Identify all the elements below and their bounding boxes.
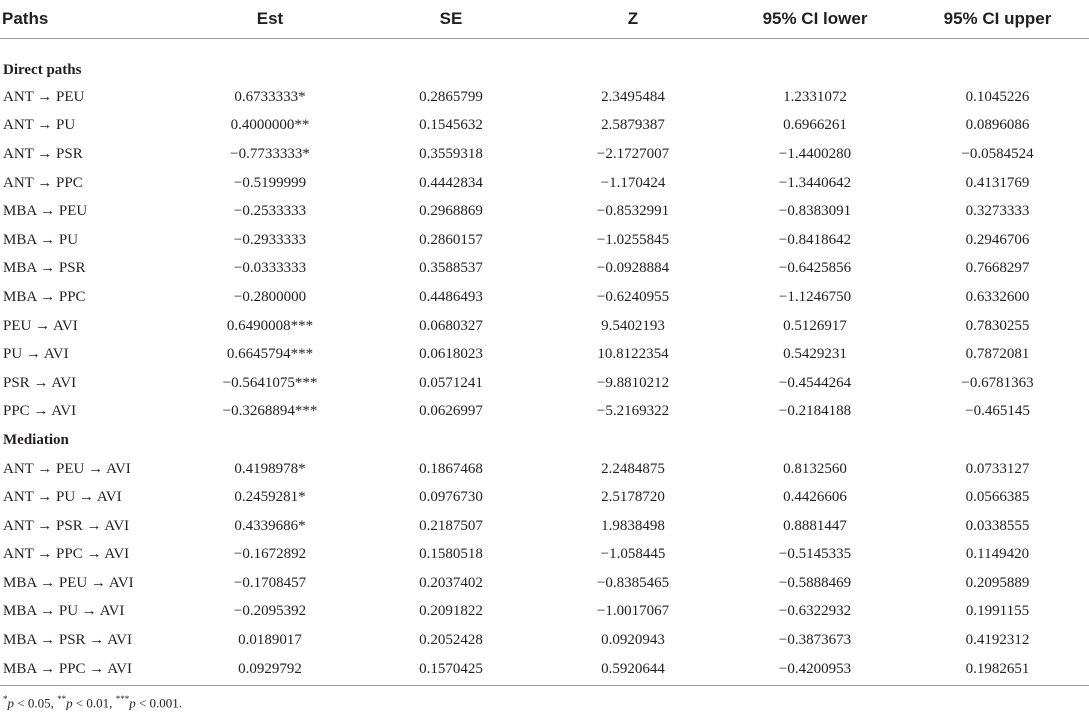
cell-se: 0.2052428: [419, 632, 483, 649]
table-header: [0, 0, 1089, 39]
table-row: [0, 655, 1089, 686]
cell-ci-upper: −0.0584524: [961, 145, 1034, 162]
cell-z: 1.9838498: [601, 517, 665, 534]
table-row: [0, 626, 1089, 655]
cell-path: PU → AVI: [3, 346, 69, 363]
cell-z: 2.5879387: [601, 117, 665, 134]
table-row: [0, 169, 1089, 198]
cell-se: 0.0626997: [419, 403, 483, 420]
cell-est: 0.4198978*: [234, 460, 306, 477]
cell-ci-upper: 0.0566385: [965, 489, 1030, 506]
cell-ci-upper: 0.0896086: [965, 117, 1030, 134]
cell-ci-upper: 0.1991155: [965, 603, 1030, 620]
header-paths: Paths: [0, 0, 180, 39]
cell-ci-upper: 0.2095889: [965, 574, 1030, 591]
cell-ci-upper: −0.6781363: [961, 374, 1034, 391]
cell-ci-upper: 0.7830255: [965, 317, 1030, 334]
cell-est: −0.0333333: [233, 260, 307, 277]
cell-path: MBA → PU → AVI: [3, 603, 125, 620]
cell-ci-lower: −1.4400280: [778, 145, 852, 162]
cell-se: 0.1545632: [419, 117, 483, 134]
section-title: Mediation: [3, 431, 69, 448]
cell-ci-upper: 0.1982651: [906, 655, 1089, 686]
cell-ci-lower: −0.6425856: [778, 260, 852, 277]
cell-ci-lower: −0.4544264: [778, 374, 852, 391]
cell-se: 0.2187507: [419, 517, 483, 534]
cell-ci-lower: 0.5126917: [783, 317, 847, 334]
cell-ci-upper: 0.7872081: [965, 346, 1030, 363]
footnote-p-3: p: [129, 695, 136, 711]
cell-ci-lower: −0.8418642: [778, 231, 852, 248]
cell-path: MBA → PEU → AVI: [3, 574, 134, 591]
cell-z: −0.8532991: [596, 203, 670, 220]
cell-est: 0.0189017: [238, 632, 302, 649]
cell-path: ANT → PEU: [3, 88, 85, 105]
cell-z: 2.3495484: [601, 88, 665, 105]
cell-path: ANT → PU → AVI: [3, 489, 122, 506]
cell-z: 10.8122354: [597, 346, 669, 363]
cell-est: −0.7733333*: [230, 145, 310, 162]
header-z: Z: [542, 0, 724, 39]
cell-path: MBA → PPC → AVI: [0, 655, 180, 686]
cell-z: −0.6240955: [596, 288, 670, 305]
cell-path: PSR → AVI: [3, 374, 77, 391]
cell-est: −0.2533333: [233, 203, 307, 220]
cell-path: ANT → PSR → AVI: [3, 517, 130, 534]
cell-path: PEU → AVI: [3, 317, 78, 334]
header-est: Est: [180, 0, 360, 39]
section-header-row: [0, 426, 1089, 455]
cell-se: 0.2968869: [419, 203, 483, 220]
cell-est: 0.4000000**: [230, 117, 310, 134]
cell-est: −0.3268894***: [222, 403, 318, 420]
table-row: [0, 340, 1089, 369]
cell-ci-lower: −1.1246750: [778, 288, 852, 305]
cell-ci-lower: −1.3440642: [778, 174, 852, 191]
section-title: Direct paths: [3, 62, 82, 78]
cell-z: −1.058445: [600, 546, 666, 563]
cell-se: 0.0618023: [419, 346, 483, 363]
table-row: [0, 512, 1089, 541]
cell-se: 0.4442834: [419, 174, 483, 191]
header-ci-lower: 95% CI lower: [724, 0, 906, 39]
cell-ci-upper: 0.0338555: [965, 517, 1030, 534]
cell-ci-upper: −0.465145: [965, 403, 1030, 420]
cell-z: 0.0920943: [601, 632, 665, 649]
table-row: [0, 226, 1089, 255]
cell-path: ANT → PEU → AVI: [3, 460, 131, 477]
cell-ci-lower: −0.5888469: [778, 574, 852, 591]
table-row: [0, 283, 1089, 312]
cell-est: −0.5641075***: [222, 374, 318, 391]
cell-ci-lower: −0.8383091: [778, 203, 852, 220]
cell-se: 0.2860157: [419, 231, 483, 248]
cell-path: ANT → PU: [3, 117, 76, 134]
cell-z: −0.0928884: [596, 260, 670, 277]
cell-z: −1.0255845: [596, 231, 670, 248]
cell-se: 0.2865799: [419, 88, 483, 105]
footnote-symbol-3: ***: [115, 694, 130, 704]
cell-path: MBA → PSR → AVI: [3, 632, 132, 649]
cell-se: 0.0571241: [419, 374, 483, 391]
cell-est: 0.6490008***: [226, 317, 314, 334]
cell-est: −0.5199999: [233, 174, 307, 191]
cell-se: 0.1570425: [360, 655, 542, 686]
cell-path: MBA → PPC: [3, 288, 86, 305]
cell-ci-lower: 0.8881447: [783, 517, 847, 534]
cell-est: 0.2459281*: [234, 489, 306, 506]
cell-path: PPC → AVI: [3, 403, 77, 420]
cell-ci-upper: 0.4131769: [965, 174, 1030, 191]
cell-se: 0.1867468: [419, 460, 483, 477]
cell-se: 0.0976730: [419, 489, 483, 506]
section-header-row: [0, 39, 1089, 84]
cell-ci-lower: 0.6966261: [783, 117, 847, 134]
table-row: [0, 455, 1089, 484]
cell-ci-lower: 0.4426606: [783, 489, 847, 506]
cell-est: −0.1672892: [233, 546, 307, 563]
cell-path: ANT → PPC → AVI: [3, 546, 130, 563]
cell-z: −2.1727007: [596, 145, 670, 162]
cell-z: −9.8810212: [596, 374, 670, 391]
cell-path: MBA → PU: [3, 231, 79, 248]
cell-ci-upper: 0.3273333: [965, 203, 1030, 220]
cell-ci-lower: −0.3873673: [778, 632, 852, 649]
cell-ci-lower: −0.5145335: [778, 546, 852, 563]
cell-se: 0.4486493: [419, 288, 483, 305]
cell-est: 0.6645794***: [226, 346, 314, 363]
cell-ci-upper: 0.1149420: [965, 546, 1030, 563]
cell-ci-lower: 1.2331072: [783, 88, 847, 105]
table-row: [0, 140, 1089, 169]
table-row: [0, 483, 1089, 512]
cell-ci-lower: −0.4200953: [724, 655, 906, 686]
footnote-p-2: p: [66, 695, 73, 711]
cell-z: 9.5402193: [601, 317, 665, 334]
table-row: [0, 112, 1089, 141]
cell-z: −0.8385465: [596, 574, 670, 591]
table-row: [0, 541, 1089, 570]
table-row: [0, 83, 1089, 112]
header-ci-upper: 95% CI upper: [906, 0, 1089, 39]
cell-z: 0.5920644: [542, 655, 724, 686]
footnote-threshold-1: < 0.05,: [14, 695, 58, 711]
table-footnote: [3, 694, 182, 711]
cell-ci-upper: 0.7668297: [965, 260, 1030, 277]
cell-ci-lower: 0.5429231: [783, 346, 847, 363]
cell-path: MBA → PEU: [3, 203, 88, 220]
table-row: [0, 569, 1089, 598]
table-row: [0, 197, 1089, 226]
cell-z: 2.5178720: [601, 489, 665, 506]
cell-path: ANT → PSR: [3, 145, 83, 162]
footnote-p-1: p: [7, 695, 14, 711]
footnote-threshold-3: < 0.001.: [135, 695, 183, 711]
table-row: [0, 255, 1089, 284]
cell-ci-lower: −0.2184188: [778, 403, 852, 420]
cell-se: 0.2037402: [419, 574, 483, 591]
cell-path: MBA → PSR: [3, 260, 86, 277]
cell-est: 0.0929792: [180, 655, 360, 686]
header-se: SE: [360, 0, 542, 39]
cell-ci-upper: 0.0733127: [965, 460, 1030, 477]
table-body: [0, 39, 1089, 686]
header-row: [0, 0, 1089, 39]
cell-se: 0.2091822: [419, 603, 483, 620]
cell-z: 2.2484875: [601, 460, 665, 477]
cell-est: 0.4339686*: [234, 517, 306, 534]
cell-se: 0.3559318: [419, 145, 483, 162]
cell-est: −0.2800000: [233, 288, 307, 305]
cell-ci-lower: 0.8132560: [783, 460, 847, 477]
cell-se: 0.0680327: [419, 317, 483, 334]
cell-ci-upper: 0.4192312: [965, 632, 1030, 649]
table-row: [0, 369, 1089, 398]
footnote-threshold-2: < 0.01,: [72, 695, 116, 711]
cell-ci-upper: 0.1045226: [965, 88, 1030, 105]
table-row: [0, 598, 1089, 627]
cell-se: 0.1580518: [419, 546, 483, 563]
cell-ci-upper: 0.6332600: [965, 288, 1030, 305]
cell-ci-upper: 0.2946706: [965, 231, 1030, 248]
cell-path: ANT → PPC: [3, 174, 83, 191]
cell-z: −1.0017067: [596, 603, 670, 620]
cell-est: −0.2933333: [233, 231, 307, 248]
cell-est: −0.1708457: [233, 574, 307, 591]
footnote-symbol-1: *: [3, 694, 8, 704]
table-row: [0, 398, 1089, 427]
cell-est: 0.6733333*: [234, 88, 306, 105]
cell-est: −0.2095392: [233, 603, 307, 620]
cell-ci-lower: −0.6322932: [778, 603, 852, 620]
table-row: [0, 312, 1089, 341]
cell-se: 0.3588537: [419, 260, 483, 277]
cell-z: −5.2169322: [596, 403, 670, 420]
cell-z: −1.170424: [600, 174, 666, 191]
footnote-symbol-2: **: [57, 694, 67, 704]
